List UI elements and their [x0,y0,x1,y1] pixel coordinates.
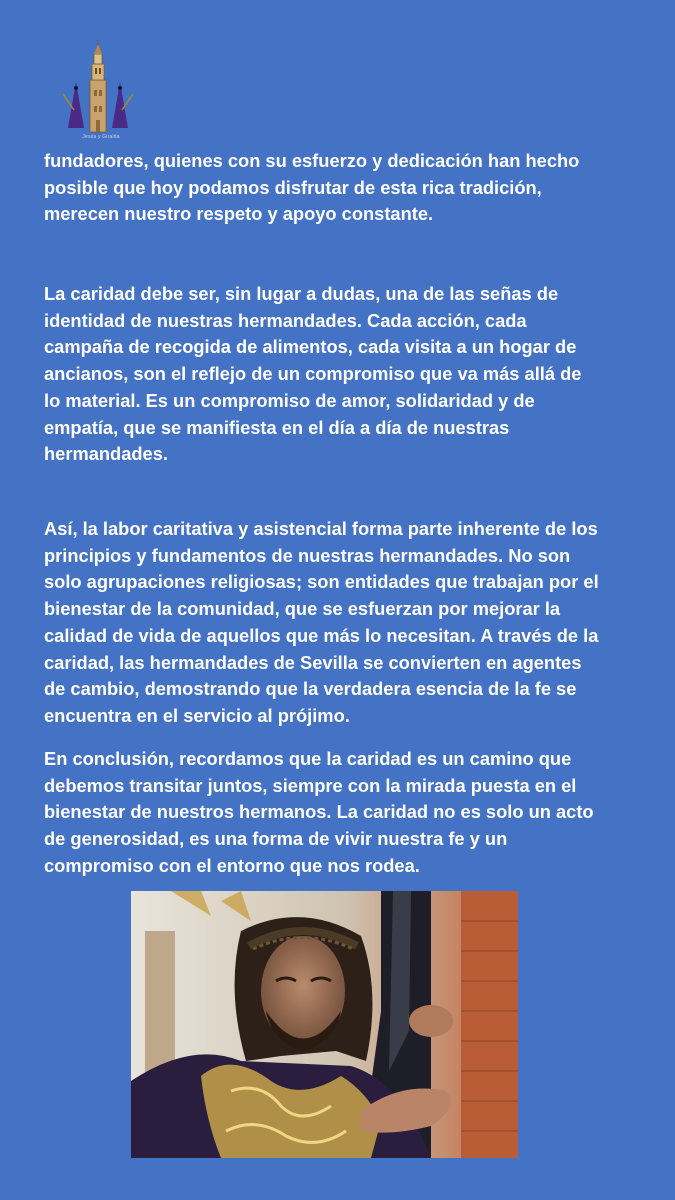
text-line: Así, la labor caritativa y asistencial forma parte inherente de los [44,518,598,539]
paragraph-1 [44,148,674,228]
text-line: ancianos, son el reflejo de un compromiso que va más allá de [44,363,582,385]
paragraph-3 [44,516,674,730]
paragraph-2 [44,281,674,468]
jesus-image-photo [131,891,518,1158]
text-line: de generosidad, es una forma de vivir nuestra fe y un [44,828,508,850]
text-line: fundadores, quienes con su esfuerzo y dedicación han hecho [44,150,580,171]
text-line: lo material. Es un compromiso de amor, solidaridad y de [44,389,535,411]
text-line: caridad, las hermandades de Sevilla se convierten en agentes [44,651,582,673]
text-line: empatía, que se manifiesta en el día a día de nuestras [44,416,510,438]
brotherhood-logo [60,40,136,148]
text-line: En conclusión, recordamos que la caridad es un camino que [44,748,572,769]
text-line: compromiso con el entorno que nos rodea. [44,854,420,876]
text-line: solo agrupaciones religiosas; son entidades que trabajan por el [44,571,599,593]
logo-caption: Jesús y Giralda [82,134,120,140]
text-line: principios y fundamentos de nuestras hermandades. No son [44,544,571,566]
text-line: debemos transitar juntos, siempre con la mirada puesta en el [44,774,577,796]
jesus-nazareno-image [131,891,518,1158]
text-line: La caridad debe ser, sin lugar a dudas, una de las señas de [44,283,559,304]
text-line: bienestar de nuestros hermanos. La caridad no es solo un acto [44,801,594,823]
text-line: identidad de nuestras hermandades. Cada acción, cada [44,309,527,331]
text-line: hermandades. [44,443,168,465]
paragraph-4 [44,746,674,880]
text-line: campaña de recogida de alimentos, cada visita a un hogar de [44,336,577,358]
text-line: de cambio, demostrando que la verdadera esencia de la fe se [44,678,577,700]
text-line: encuentra en el servicio al prójimo. [44,704,350,726]
giralda-tower-icon [60,40,136,148]
text-line: posible que hoy podamos disfrutar de esta rica tradición, [44,176,542,198]
text-line: calidad de vida de aquellos que más lo necesitan. A través de la [44,624,599,646]
text-line: bienestar de la comunidad, que se esfuerzan por mejorar la [44,598,561,620]
text-line: merecen nuestro respeto y apoyo constante. [44,203,434,225]
